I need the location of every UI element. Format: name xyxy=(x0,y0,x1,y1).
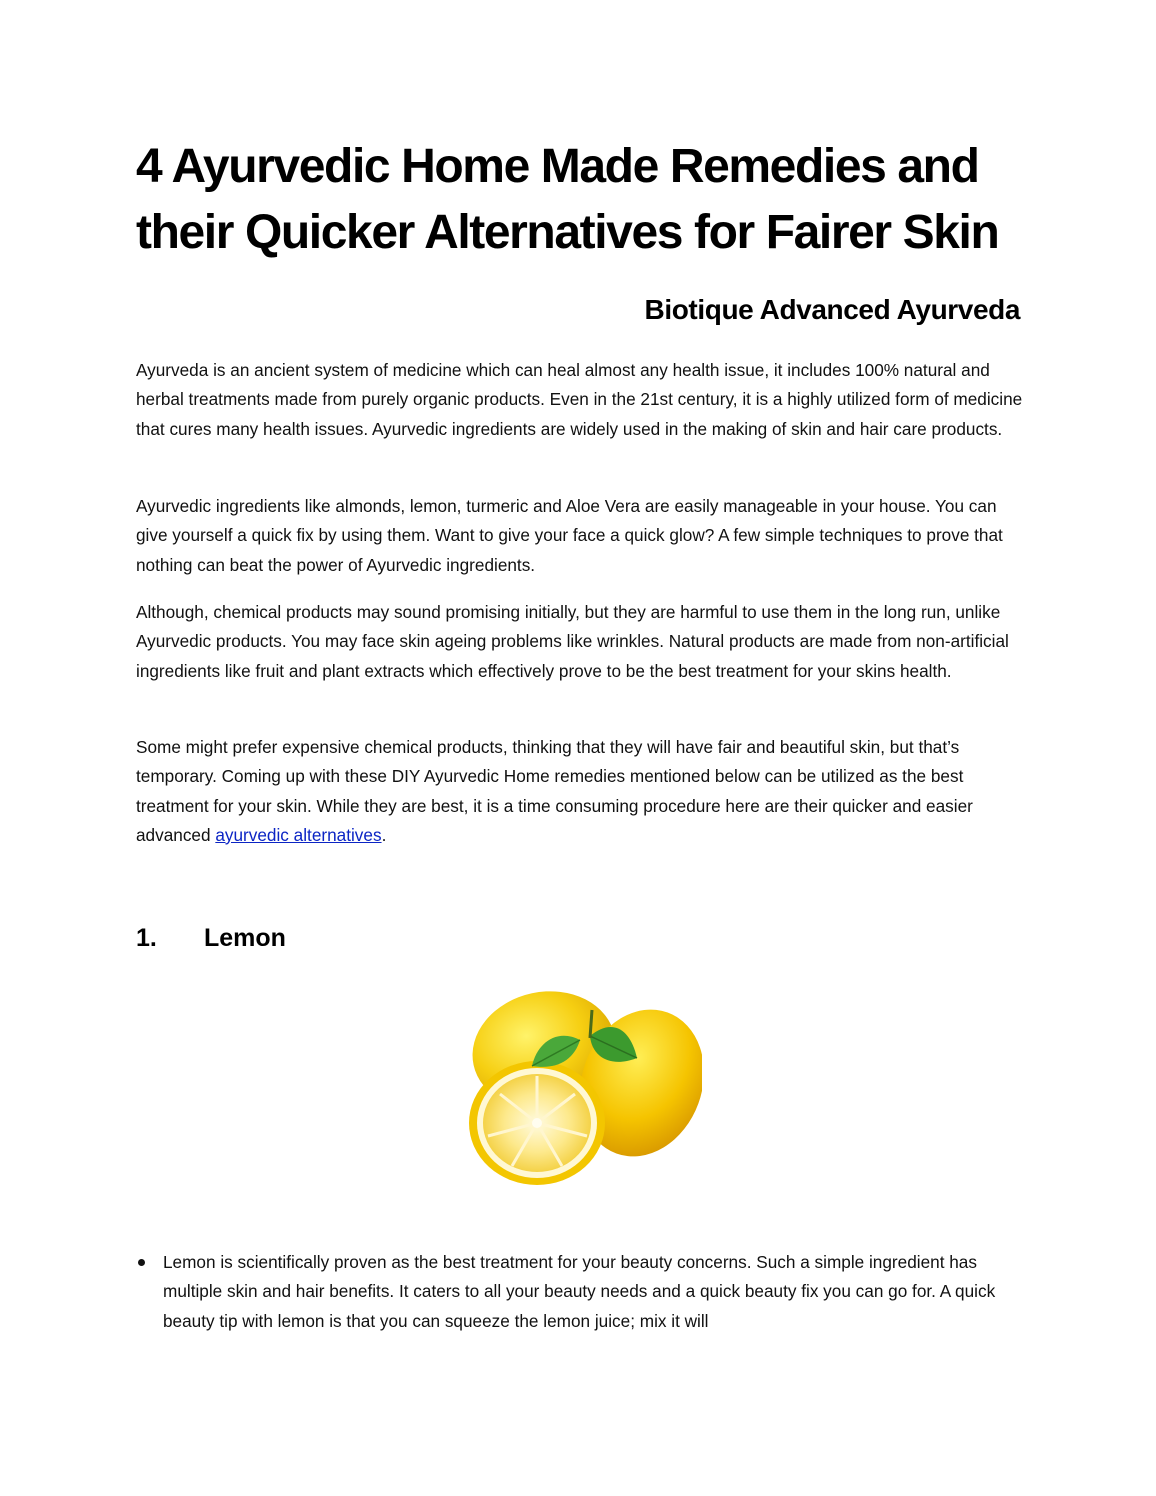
alternatives-paragraph-text: Some might prefer expensive chemical products, thinking that they will have fair and beautiful skin, but that’s temporary. Coming up with these DIY Ayurvedic Home remedies mentioned below can be utilized as the best treatment for your skin. While they are best, it is a time consuming procedure here are their quicker and easier advanced xyxy=(136,737,973,845)
section-title: Lemon xyxy=(204,924,286,952)
lemon-image xyxy=(462,988,702,1188)
bullet-icon xyxy=(138,1259,145,1266)
page-title: 4 Ayurvedic Home Made Remedies and their Quicker Alternatives for Fairer Skin xyxy=(136,140,999,259)
intro-paragraph: Ayurveda is an ancient system of medicine which can heal almost any health issue, it includes 100% natural and herbal treatments made from purely organic products. Even in the 21st century, it is a highly utilized form of medicine that cures many health issues. Ayurvedic ingredients are widely used in the making of skin and hair care products. xyxy=(136,360,1023,439)
ingredients-paragraph: Ayurvedic ingredients like almonds, lemon, turmeric and Aloe Vera are easily manageable in your house. You can give yourself a quick fix by using them. Want to give your face a quick glow? A few simple techniques to prove that nothing can beat the power of Ayurvedic ingredients. xyxy=(136,496,1003,575)
section-heading-lemon xyxy=(136,920,286,956)
list-item xyxy=(136,1248,1024,1336)
alternatives-paragraph xyxy=(136,733,1024,850)
lemon-bullet-list xyxy=(136,1248,1024,1336)
section-number: 1. xyxy=(136,924,157,952)
alternatives-paragraph-end: . xyxy=(381,824,387,845)
lemon-illustration xyxy=(462,988,702,1188)
chemical-products-paragraph: Although, chemical products may sound promising initially, but they are harmful to use them in the long run, unlike Ayurvedic products. You may face skin ageing problems like wrinkles. Natural products are made from non-artificial ingredients like fruit and plant extracts which effectively prove to be the best treatment for your skins health. xyxy=(136,602,1009,681)
list-item-text: Lemon is scientifically proven as the best treatment for your beauty concerns. Such a simple ingredient has multiple skin and hair benefits. It caters to all your beauty needs and a quick beauty fix you can go for. A quick beauty tip with lemon is that you can squeeze the lemon juice; mix it will xyxy=(163,1252,996,1331)
page-subtitle: Biotique Advanced Ayurveda xyxy=(644,294,1020,325)
ayurvedic-alternatives-link[interactable]: ayurvedic alternatives xyxy=(215,824,382,845)
